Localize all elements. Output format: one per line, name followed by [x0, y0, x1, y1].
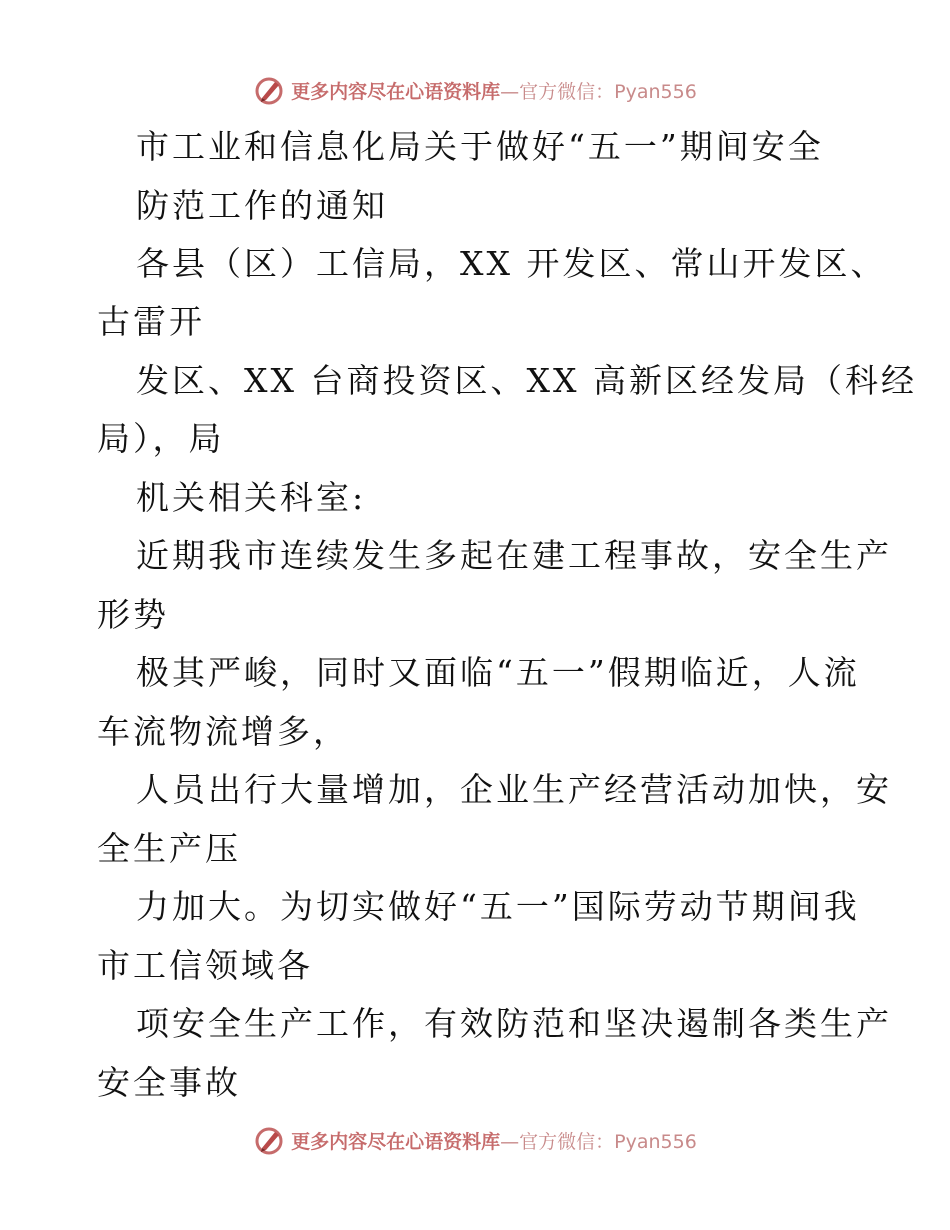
doc-text-line: 全生产压 — [97, 829, 241, 868]
doc-title-line-2: 防范工作的通知 — [136, 186, 388, 225]
doc-title-line-1: 市工业和信息化局关于做好“五一”期间安全 — [136, 127, 824, 166]
doc-text-line: 局），局 — [97, 419, 225, 458]
doc-text-line: 极其严峻，同时又面临“五一”假期临近，人流 — [136, 653, 860, 692]
header-banner-main: 更多内容尽在心语资料库 — [291, 80, 501, 103]
doc-text-line: 各县（区）工信局，XX 开发区、常山开发区、 — [136, 244, 887, 283]
doc-text-line: 机关相关科室: — [136, 478, 367, 517]
doc-text-line: 古雷开 — [97, 302, 205, 341]
doc-text-line: 项安全生产工作，有效防范和坚决遏制各类生产 — [136, 1004, 892, 1043]
doc-text-line: 力加大。为切实做好“五一”国际劳动节期间我 — [136, 887, 860, 926]
header-banner-wechat: —官方微信：Pyan556 — [500, 80, 697, 103]
doc-text-line: 车流物流增多， — [97, 712, 349, 751]
doc-text-line: 安全事故 — [97, 1063, 241, 1102]
doc-text-line: 形势 — [97, 595, 169, 634]
footer-banner-wechat: —官方微信：Pyan556 — [500, 1130, 697, 1153]
doc-text-line: 发区、XX 台商投资区、XX 高新区经发局（科经 — [136, 361, 917, 400]
doc-text-line: 市工信领域各 — [97, 946, 313, 985]
footer-banner-main: 更多内容尽在心语资料库 — [291, 1130, 501, 1153]
pen-logo-icon — [253, 1124, 285, 1156]
doc-text-line: 人员出行大量增加，企业生产经营活动加快，安 — [136, 770, 892, 809]
footer-banner — [0, 1120, 950, 1160]
doc-text-line: 近期我市连续发生多起在建工程事故，安全生产 — [136, 536, 892, 575]
footer-banner-text — [291, 1127, 697, 1154]
